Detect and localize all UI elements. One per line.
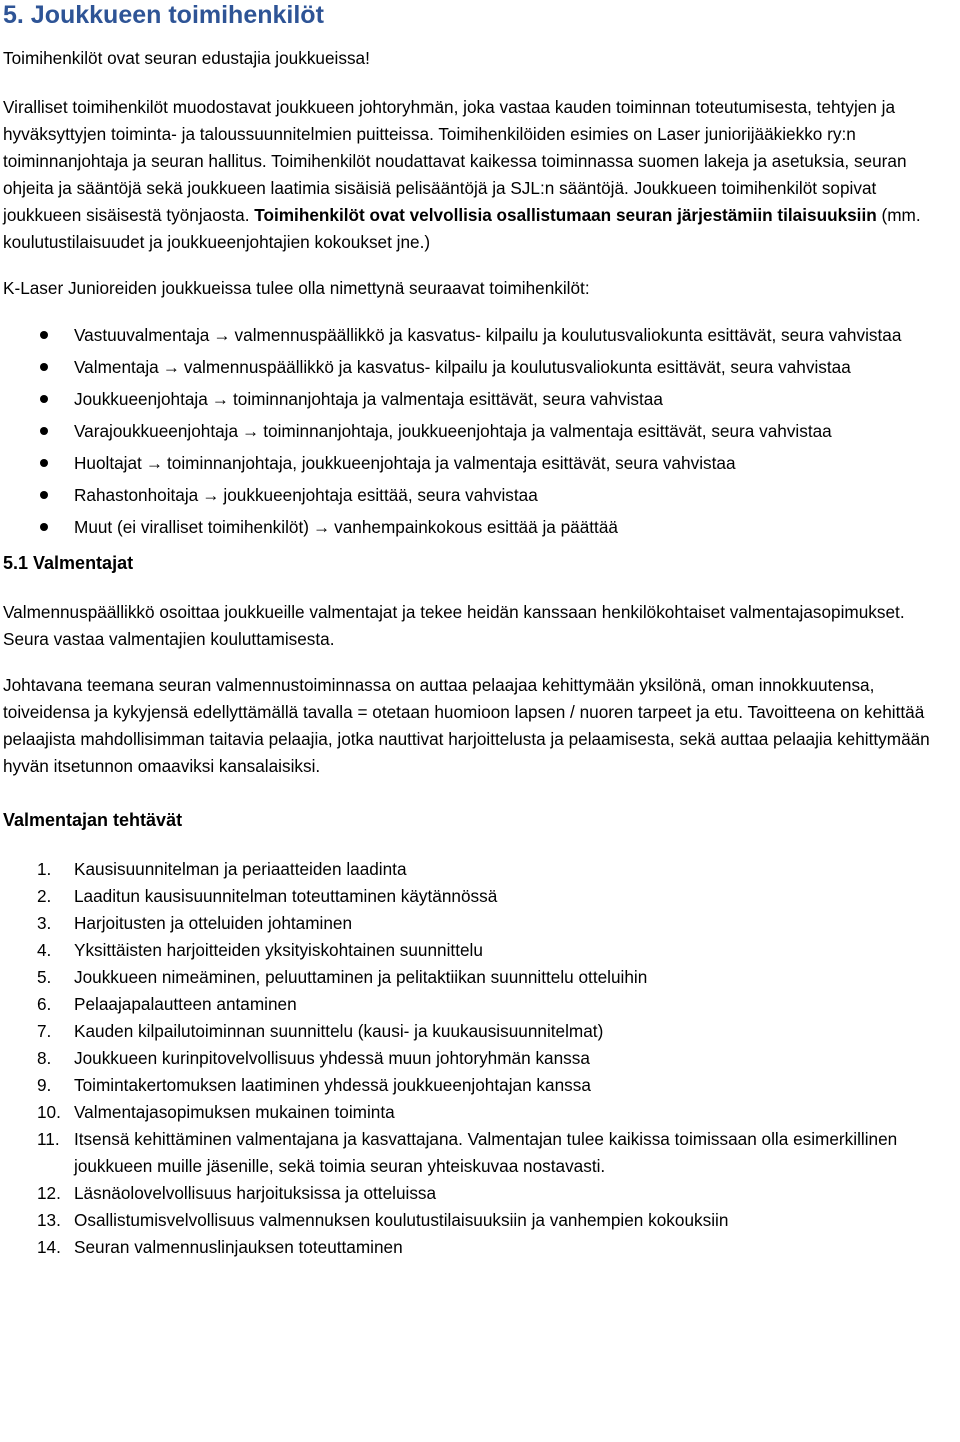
role-description: toiminnanjohtaja, joukkueenjohtaja ja valmentaja esittävät, seura vahvistaa	[263, 421, 832, 441]
task-number: 1.	[37, 859, 52, 879]
task-text: Itsensä kehittäminen valmentajana ja kasvattajana. Valmentajan tulee kaikissa toimissaan olla esimerkillinen joukkueen muille jäsenille, sekä toimia seuran yhteiskuvaa nostavasti.	[74, 1129, 898, 1176]
task-number: 5.	[37, 967, 52, 987]
task-item	[3, 856, 952, 883]
arrow-right-icon: →	[242, 421, 260, 441]
roles-intro: K-Laser Junioreiden joukkueissa tulee olla nimettynä seuraavat toimihenkilöt:	[3, 278, 590, 298]
role-name: Joukkueenjohtaja	[74, 389, 208, 409]
role-item	[3, 384, 952, 414]
task-number: 3.	[37, 913, 52, 933]
task-text: Toimintakertomuksen laatiminen yhdessä joukkueenjohtajan kanssa	[74, 1075, 591, 1095]
task-item	[3, 1207, 952, 1234]
task-number: 13.	[37, 1210, 61, 1230]
task-text: Yksittäisten harjoitteiden yksityiskohtainen suunnittelu	[74, 940, 483, 960]
section-title: 5.1 Valmentajat	[3, 553, 134, 573]
bullet-icon	[40, 491, 48, 499]
arrow-right-icon: →	[211, 389, 229, 409]
arrow-right-icon: →	[202, 485, 220, 505]
task-item	[3, 991, 952, 1018]
officials-paragraph-tail: (mm. koulutustilaisuudet ja joukkueenjohtajien kokoukset jne.)	[3, 205, 921, 252]
task-text: Joukkueen nimeäminen, peluuttaminen ja pelitaktiikan suunnittelu otteluihin	[74, 967, 648, 987]
task-item	[3, 937, 952, 964]
role-name: Muut (ei viralliset toimihenkilöt)	[74, 517, 309, 537]
page-title: 5. Joukkueen toimihenkilöt	[3, 1, 324, 29]
task-text: Laaditun kausisuunnitelman toteuttaminen käytännössä	[74, 886, 498, 906]
task-text: Osallistumisvelvollisuus valmennuksen koulutustilaisuuksiin ja vanhempien kokouksiin	[74, 1210, 729, 1230]
task-number: 8.	[37, 1048, 52, 1068]
role-description: valmennuspäällikkö ja kasvatus- kilpailu ja koulutusvaliokunta esittävät, seura vahvistaa	[234, 325, 902, 345]
task-item	[3, 1099, 952, 1126]
task-text: Kausisuunnitelman ja periaatteiden laadinta	[74, 859, 407, 879]
task-number: 7.	[37, 1021, 52, 1041]
arrow-right-icon: →	[312, 517, 331, 537]
task-item	[3, 1126, 952, 1180]
role-name: Huoltajat	[74, 453, 142, 473]
bullet-icon	[40, 363, 48, 371]
intro-paragraph: Toimihenkilöt ovat seuran edustajia joukkueissa!	[3, 48, 370, 68]
role-item	[3, 512, 952, 542]
task-item	[3, 883, 952, 910]
task-item	[3, 964, 952, 991]
role-name: Rahastonhoitaja	[74, 485, 199, 505]
tasks-title: Valmentajan tehtävät	[3, 810, 183, 830]
task-number: 4.	[37, 940, 52, 960]
task-number: 14.	[37, 1237, 61, 1257]
role-name: Valmentaja	[74, 357, 159, 377]
bullet-icon	[40, 395, 48, 403]
task-item	[3, 1234, 952, 1261]
arrow-right-icon: →	[162, 357, 180, 377]
task-item	[3, 1180, 952, 1207]
task-number: 12.	[37, 1183, 61, 1203]
roles-list	[3, 320, 952, 542]
task-text: Pelaajapalautteen antaminen	[74, 994, 297, 1014]
bullet-icon	[40, 523, 48, 531]
task-item	[3, 910, 952, 937]
officials-paragraph-text: Viralliset toimihenkilöt muodostavat joukkueen johtoryhmän, joka vastaa kauden toiminnan toteutumisesta, tehtyjen ja hyväksyttyjen toiminta- ja taloussuunnitelmien puitteissa. Toimihenkilöiden esimies on Laser juniorijääkiekko ry:n toiminnanjohtaja ja seuran hallitus. Toimihenkilöt noudattavat kaikessa toiminnassa suomen lakeja ja asetuksia, seuran ohjeita ja sääntöjä sekä joukkueen laatimia sisäisiä pelisääntöjä ja SJL:n sääntöjä. Joukkueen toimihenkilöt sopivat joukkueen sisäisestä työnjaosta.	[3, 97, 907, 225]
officials-obligation-text: Toimihenkilöt ovat velvollisia osallistumaan seuran järjestämiin tilaisuuksiin	[254, 205, 877, 225]
arrow-right-icon: →	[145, 453, 164, 473]
tasks-list	[3, 856, 952, 1261]
task-number: 9.	[37, 1075, 52, 1095]
bullet-icon	[40, 331, 48, 339]
bullet-icon	[40, 459, 48, 467]
role-item	[3, 480, 952, 510]
task-number: 2.	[37, 886, 52, 906]
role-item	[3, 352, 952, 382]
officials-paragraph	[3, 94, 952, 256]
task-text: Läsnäolovelvollisuus harjoituksissa ja otteluissa	[74, 1183, 437, 1203]
role-description: valmennuspäällikkö ja kasvatus- kilpailu ja koulutusvaliokunta esittävät, seura vahvistaa	[183, 357, 851, 377]
task-item	[3, 1045, 952, 1072]
task-text: Harjoitusten ja otteluiden johtaminen	[74, 913, 353, 933]
task-item	[3, 1072, 952, 1099]
bullet-icon	[40, 427, 48, 435]
role-description: toiminnanjohtaja ja valmentaja esittävät, seura vahvistaa	[232, 389, 663, 409]
role-item	[3, 416, 952, 446]
arrow-right-icon: →	[213, 325, 231, 345]
role-item	[3, 448, 952, 478]
task-number: 11.	[37, 1129, 60, 1149]
task-text: Seuran valmennuslinjauksen toteuttaminen	[74, 1237, 403, 1257]
role-description: vanhempainkokous esittää ja päättää	[334, 517, 618, 537]
task-number: 10.	[37, 1102, 61, 1122]
coaches-paragraph: Valmennuspäällikkö osoittaa joukkueille valmentajat ja tekee heidän kanssaan henkilökohtaiset valmentajasopimukset. Seura vastaa valmentajien kouluttamisesta.	[3, 602, 905, 649]
role-item	[3, 320, 952, 350]
task-text: Valmentajasopimuksen mukainen toiminta	[74, 1102, 395, 1122]
task-item	[3, 1018, 952, 1045]
coaching-theme-paragraph: Johtavana teemana seuran valmennustoiminnassa on auttaa pelaajaa kehittymään yksilönä, oman innokkuutensa, toiveidensa ja kykyjensä edellyttämällä tavalla = otetaan huomioon lapsen / nuoren tarpeet ja etu. Tavoitteena on kehittää pelaajista mahdollisimman taitavia pelaajia, jotka nauttivat harjoittelusta ja pelaamisesta, sekä auttaa pelaajia kehittymään hyvän itsetunnon omaaviksi kansalaisiksi.	[3, 675, 930, 776]
role-name: Varajoukkueenjohtaja	[74, 421, 239, 441]
task-number: 6.	[37, 994, 52, 1014]
role-name: Vastuuvalmentaja	[74, 325, 210, 345]
role-description: toiminnanjohtaja, joukkueenjohtaja ja valmentaja esittävät, seura vahvistaa	[167, 453, 736, 473]
task-text: Joukkueen kurinpitovelvollisuus yhdessä muun johtoryhmän kanssa	[74, 1048, 590, 1068]
role-description: joukkueenjohtaja esittää, seura vahvistaa	[223, 485, 538, 505]
task-text: Kauden kilpailutoiminnan suunnittelu (kausi- ja kuukausisuunnitelmat)	[74, 1021, 604, 1041]
